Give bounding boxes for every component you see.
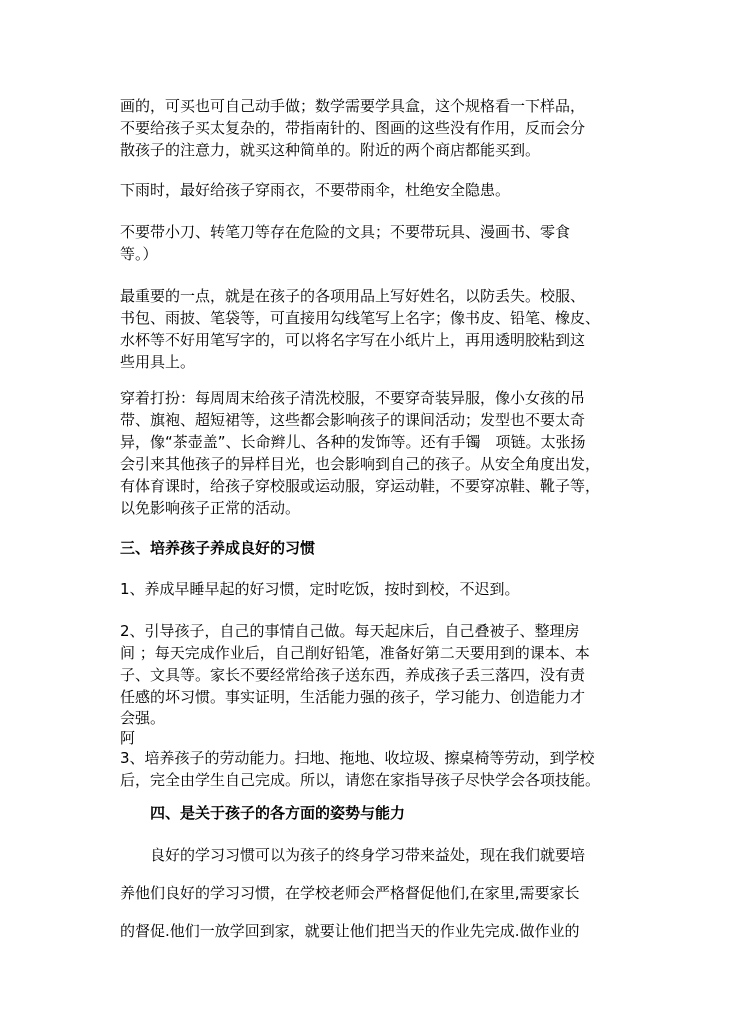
- paragraph-line: 后，完全由学生自己完成。所以，请您在家指导孩子尽快学会各项技能。: [120, 771, 601, 789]
- paragraph-line: 穿着打扮：每周周末给孩子清洗校服，不要穿奇装异服，像小女孩的吊: [120, 389, 586, 407]
- paragraph-line: 有体育课时，给孩子穿校服或运动服，穿运动鞋，不要穿凉鞋、靴子等，: [120, 477, 601, 495]
- paragraph-line: 书包、雨披、笔袋等，可直接用勾线笔写上名字；像书皮、铅笔、橡皮、: [120, 309, 601, 327]
- paragraph-line: 子、文具等。家长不要经常给孩子送东西，养成孩子丢三落四，没有责: [120, 666, 586, 684]
- paragraph-line: 养他们良好的学习习惯，在学校老师会严格督促他们,在家里,需要家长: [120, 884, 580, 902]
- paragraph-line: 会强。: [120, 709, 166, 727]
- paragraph-line: 下雨时，最好给孩子穿雨衣，不要带雨伞，杜绝安全隐患。: [120, 181, 511, 199]
- paragraph-line: 带、旗袍、超短裙等，这些都会影响孩子的课间活动；发型也不要太奇: [120, 411, 586, 429]
- paragraph-line: 水杯等不好用笔写字的，可以将名字写在小纸片上，再用透明胶粘到这: [120, 331, 586, 349]
- paragraph-line: 的督促.他们一放学回到家，就要让他们把当天的作业先完成.做作业的: [120, 922, 580, 940]
- section-heading-3: 三、培养孩子养成良好的习惯: [120, 539, 316, 557]
- paragraph-line: 些用具上。: [120, 353, 196, 371]
- paragraph-line: 3、培养孩子的劳动能力。扫地、拖地、收垃圾、擦桌椅等劳动，到学校: [120, 749, 595, 767]
- section-heading-4: 四、是关于孩子的各方面的姿势与能力: [150, 804, 406, 822]
- paragraph-line: 以免影响孩子正常的活动。: [120, 499, 301, 517]
- paragraph-line: 不要给孩子买太复杂的，带指南针的、图画的这些没有作用，反而会分: [120, 119, 586, 137]
- paragraph-line: 散孩子的注意力，就买这种简单的。附近的两个商店都能买到。: [120, 141, 541, 159]
- paragraph-line: 任感的坏习惯。事实证明，生活能力强的孩子，学习能力、创造能力才: [120, 688, 586, 706]
- paragraph-line: 画的，可买也可自己动手做；数学需要学具盒，这个规格看一下样品，: [120, 97, 586, 115]
- paragraph-line: 2、引导孩子，自己的事情自己做。每天起床后，自己叠被子、整理房: [120, 622, 580, 640]
- paragraph-line: 最重要的一点，就是在孩子的各项用品上写好姓名，以防丢失。校服、: [120, 287, 586, 305]
- paragraph-line: 间 ；每天完成作业后，自己削好铅笔，准备好第二天要用到的课本、本: [120, 644, 590, 662]
- paragraph-line: 等。）: [120, 245, 158, 263]
- paragraph-line: 会引来其他孩子的异样目光，也会影响到自己的孩子。从安全角度出发，: [120, 455, 601, 473]
- paragraph-line: 良好的学习习惯可以为孩子的终身学习带来益处，现在我们就要培: [150, 846, 586, 864]
- paragraph-line: 异，像“茶壶盖”、长命辫儿、各种的发饰等。还有手镯 项链。太张扬: [120, 433, 586, 451]
- stray-character: 阿: [120, 729, 136, 747]
- list-item: 1、养成早睡早起的好习惯，定时吃饭，按时到校，不迟到。: [120, 580, 520, 598]
- paragraph-line: 不要带小刀、转笔刀等存在危险的文具；不要带玩具、漫画书、零食: [120, 223, 571, 241]
